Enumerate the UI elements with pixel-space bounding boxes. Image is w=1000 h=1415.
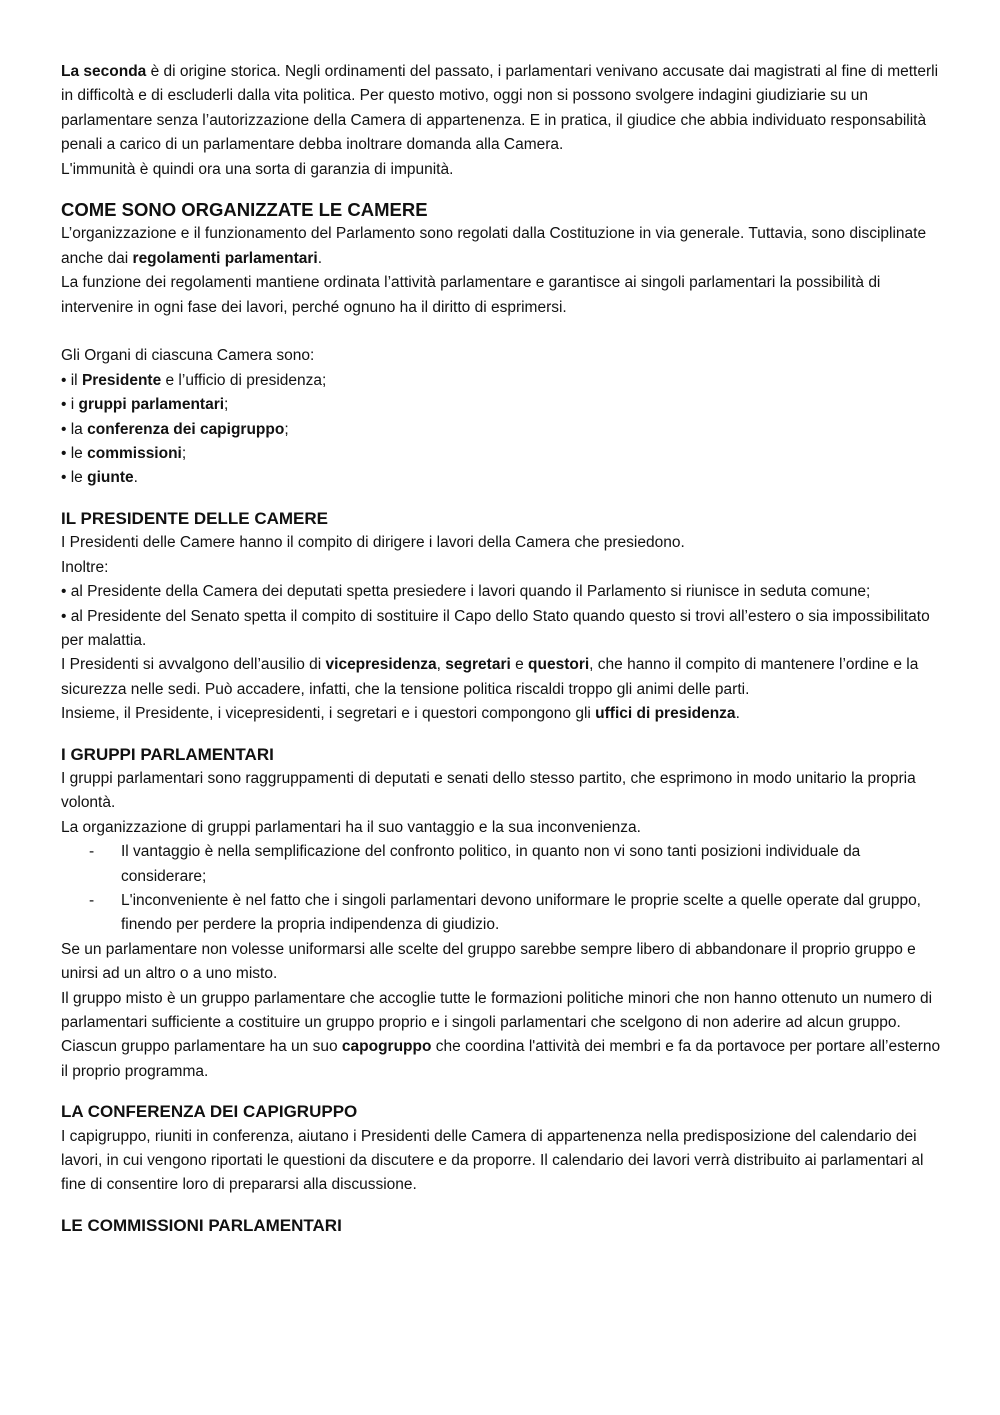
list-item: • le giunte. xyxy=(61,469,138,487)
list-item: • al Presidente del Senato spetta il compito di sostituire il Capo dello Stato quando questo si trovi all’estero o sia impossibilitato per malattia. xyxy=(61,607,930,649)
list-item: • i gruppi parlamentari; xyxy=(61,396,229,414)
paragraph-leave-group: Se un parlamentare non volesse uniformarsi alle scelte del gruppo sarebbe sempre libero di abbandonare il proprio gruppo e unirsi ad un altro o a uno misto. xyxy=(61,940,916,983)
list-item: • il Presidente e l’ufficio di presidenza; xyxy=(61,371,327,389)
list-item: - Il vantaggio è nella semplificazione del confronto politico, in quanto non vi sono tanti posizioni individuale da considerare; xyxy=(61,840,941,889)
heading-president: IL PRESIDENTE DELLE CAMERE xyxy=(61,508,328,528)
text: . xyxy=(317,249,323,267)
heading-organization: COME SONO ORGANIZZATE LE CAMERE xyxy=(61,199,428,221)
paragraph-presidency-offices: Insieme, il Presidente, i vicepresidenti, i segretari e i questori compongono gli uffici di presidenza. xyxy=(61,705,740,723)
bold-term: capogruppo xyxy=(341,1038,432,1056)
bold-term: La seconda xyxy=(61,63,147,80)
bold-term: gruppi parlamentari xyxy=(78,396,225,414)
paragraph-group-leader: Ciascun gruppo parlamentare ha un suo capogruppo che coordina l'attività dei membri e fa da portavoce per portare all’esterno il proprio programma. xyxy=(61,1038,941,1080)
bold-term: commissioni xyxy=(87,445,182,463)
bold-term: vicepresidenza xyxy=(325,656,437,674)
heading-groups: I GRUPPI PARLAMENTARI xyxy=(61,744,274,764)
list-item: • la conferenza dei capigruppo; xyxy=(61,420,289,438)
paragraph-mixed-group: Il gruppo misto è un gruppo parlamentare che accoglie tutte le formazioni politiche minori che non hanno ottenuto un numero di parlamentari sufficiente a costituire un gruppo proprio e i singoli parlamentari che scelgono di non aderire ad alcun gruppo. xyxy=(61,989,933,1032)
paragraph-regulations: La funzione dei regolamenti mantiene ordinata l’attività parlamentare e garantisce ai singoli parlamentari la possibilità di intervenire in ogni fase dei lavori, perché ognuno ha il diritto di esprimersi. xyxy=(61,274,881,316)
paragraph-president-role: I Presidenti delle Camere hanno il compito di dirigere i lavori della Camera che presiedono. xyxy=(61,534,685,552)
bold-term: regolamenti parlamentari xyxy=(132,249,318,267)
dash-marker: - xyxy=(89,843,95,861)
list-item: - L'inconveniente è nel fatto che i singoli parlamentari devono uniformare le proprie scelte a quelle operate dal gruppo, finendo per perdere la propria indipendenza di giudizio. xyxy=(61,889,941,938)
paragraph-groups-pros-cons: La organizzazione di gruppi parlamentari ha il suo vantaggio e la sua inconvenienza. xyxy=(61,818,641,836)
list-item: • al Presidente della Camera dei deputati spetta presiedere i lavori quando il Parlamento si riunisce in seduta comune; xyxy=(61,583,871,601)
paragraph-organization xyxy=(61,222,941,271)
document-body xyxy=(61,60,941,1238)
bold-term: segretari xyxy=(445,656,511,674)
paragraph-president-aides: I Presidenti si avvalgono dell’ausilio di vicepresidenza, segretari e questori, che hanno il compito di mantenere l’ordine e la sicurezza nelle sedi. Può accadere, infatti, che la tensione politica riscaldi troppo gli animi delle parti. xyxy=(61,656,919,698)
bold-term: Presidente xyxy=(81,371,162,389)
bold-term: giunte xyxy=(87,469,134,487)
heading-conference: LA CONFERENZA DEI CAPIGRUPPO xyxy=(61,1102,358,1122)
bold-term: conferenza dei capigruppo xyxy=(87,420,285,438)
text: L’organizzazione e il funzionamento del Parlamento sono regolati dalla Costituzione in via generale. Tuttavia, sono disciplinate anche dai xyxy=(61,225,927,267)
dash-marker: - xyxy=(89,891,95,909)
bold-term: uffici di presidenza xyxy=(595,705,736,723)
text: è di origine storica. Negli ordinamenti del passato, i parlamentari venivano accusate dai magistrati al fine di metterli in difficoltà e di escluderli dalla vita politica. Per questo motivo, oggi non si possono svolgere indagini giudiziarie su un parlamentare senza l’autorizzazione della Camera di appartenenza. E in pratica, il giudice che abbia individuato responsabilità penali a carico di un parlamentare debba inoltrare domanda alla Camera. xyxy=(61,63,939,154)
paragraph-moreover: Inoltre: xyxy=(61,558,109,576)
paragraph-immunity-origin xyxy=(61,60,941,158)
list-item: • le commissioni; xyxy=(61,445,187,463)
bold-term: questori xyxy=(528,656,590,674)
paragraph-immunity-guarantee: L'immunità è quindi ora una sorta di garanzia di impunità. xyxy=(61,160,454,178)
paragraph-conference: I capigruppo, riuniti in conferenza, aiutano i Presidenti delle Camera di appartenenza nella predisposizione del calendario dei lavori, in cui vengono riportati le questioni da discutere e da proporre. Il calendario dei lavori verrà distribuito ai parlamentari al fine di consentire loro di prepararsi alla discussione. xyxy=(61,1127,924,1194)
paragraph-groups-definition: I gruppi parlamentari sono raggruppamenti di deputati e senati dello stesso partito, che esprimono in modo unitario la propria volontà. xyxy=(61,769,916,812)
organs-intro: Gli Organi di ciascuna Camera sono: xyxy=(61,347,315,365)
heading-commissions: LE COMMISSIONI PARLAMENTARI xyxy=(61,1215,342,1235)
